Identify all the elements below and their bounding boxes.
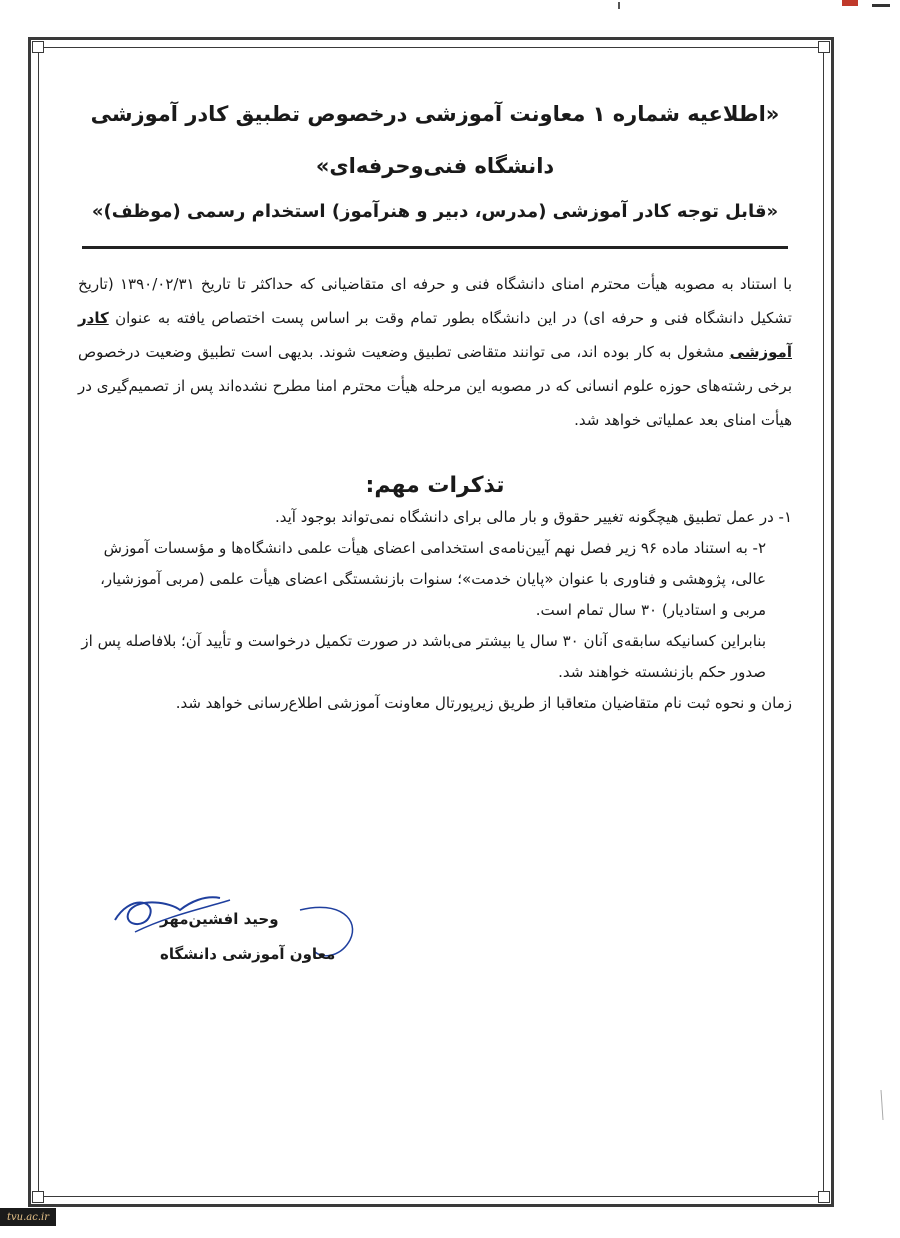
title-divider (82, 246, 788, 249)
closing-line: زمان و نحوه ثبت نام متقاضیان متعاقبا از طریق زیرپورتال معاونت آموزشی اطلاع‌رسانی خواهد شد. (175, 694, 792, 712)
main-paragraph-start: با استناد به مصوبه هیأت محترم امنای دانشگاه فنی و حرفه ای متقاضیانی که حداکثر تا تاریخ ۱۳۹۰/۰۲/۳۱ (تاریخ تشکیل دانشگاه فنی و حرفه ای) در این دانشگاه بطور تمام وقت بر اساس پست اختصاص یافته به عنوان (78, 275, 793, 327)
frame-corner (32, 41, 44, 53)
notes-heading: تذکرات مهم: (365, 473, 505, 498)
scan-mark (618, 2, 620, 9)
handwritten-signature (110, 880, 370, 990)
page-edge-mark (842, 0, 858, 6)
frame-corner (818, 1191, 830, 1203)
signatory-name: وحید افشین‌مهر (160, 910, 279, 928)
document-body (78, 88, 792, 719)
emphasis-text: کادر آموزشی (78, 309, 792, 361)
frame-corner (32, 1191, 44, 1203)
main-paragraph (78, 267, 792, 437)
scan-artifact (880, 1090, 884, 1120)
site-logo[interactable]: tvu.ac.ir (0, 1208, 56, 1226)
signatory-role: معاون آموزشی دانشگاه (160, 945, 336, 963)
main-paragraph-end: مشغول به کار بوده اند، می توانند متقاضی تطبیق وضعیت شوند. بدیهی است تطبیق وضعیت درخصوص برخی رشته‌های حوزه علوم انسانی که در مصوبه این مرحله هیأت محترم امنا مطرح نشده‌اند پس از تصمیم‌گیری در هیأت امنای بعد عملیاتی خواهد شد. (78, 343, 792, 429)
document-title: «اطلاعیه شماره ۱ معاونت آموزشی درخصوص تطبیق کادر آموزشی دانشگاه فنی‌وحرفه‌ای» (90, 102, 780, 178)
document-subtitle: «قابل توجه کادر آموزشی (مدرس، دبیر و هنرآموز) استخدام رسمی (موظف)» (91, 201, 779, 222)
note-item-2-continued: بنابراین کسانیکه سابقه‌ی آنان ۳۰ سال یا بیشتر می‌باشد در صورت تکمیل درخواست و تأیید آن؛ بلافاصله پس از صدور حکم بازنشسته خواهند شد. (81, 632, 766, 681)
frame-corner (818, 41, 830, 53)
note-item-1: ۱- در عمل تطبیق هیچگونه تغییر حقوق و بار مالی برای دانشگاه نمی‌تواند بوجود آید. (274, 508, 792, 526)
corner-mark (872, 4, 890, 7)
note-item-2: ۲- به استناد ماده ۹۶ زیر فصل نهم آیین‌نامه‌ی استخدامی اعضای هیأت علمی دانشگاه‌ها و مؤسسات آموزش عالی، پژوهشی و فناوری با عنوان «پایان خدمت»؛ سنوات بازنشستگی اعضای هیأت علمی (مربی آموزشیار، مربی و استادیار) ۳۰ سال تمام است. (100, 539, 766, 619)
